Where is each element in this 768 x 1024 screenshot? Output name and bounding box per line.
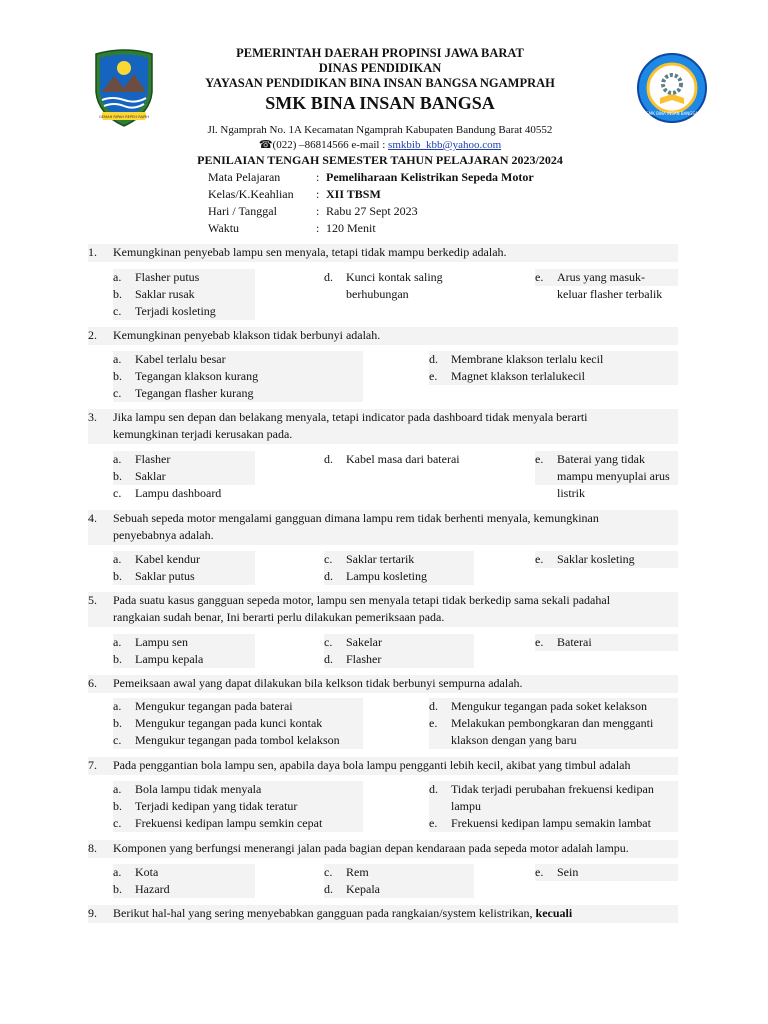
option-text: Sakelar (346, 635, 382, 649)
option-text: Baterai (557, 635, 592, 649)
option-6a[interactable] (113, 698, 363, 715)
option-letter: a. (113, 635, 122, 649)
option-6b[interactable] (113, 715, 363, 732)
option-text: mampu menyuplai arus (557, 469, 670, 483)
option-1b[interactable] (113, 286, 255, 303)
option-letter: e. (535, 552, 544, 566)
option-text: Frekuensi kedipan lampu semkin cepat (135, 816, 323, 830)
option-letter: d. (324, 452, 333, 466)
option-3e[interactable] (535, 451, 678, 468)
question-number: 9. (88, 906, 97, 920)
info-label: Kelas/K.Keahlian (208, 187, 294, 201)
option-4b[interactable] (113, 568, 255, 585)
school-contact (150, 138, 610, 151)
option-text: lampu (451, 799, 481, 813)
question-number: 7. (88, 758, 97, 772)
option-7b[interactable] (113, 798, 363, 815)
option-3a[interactable] (113, 451, 255, 468)
option-letter: d. (429, 782, 438, 796)
option-8c[interactable] (324, 864, 474, 881)
option-letter: a. (113, 782, 122, 796)
option-text: Terjadi kosleting (135, 304, 216, 318)
option-3e-cont (535, 468, 678, 485)
question-text (113, 905, 673, 922)
option-text: Saklar tertarik (346, 552, 415, 566)
option-text: Hazard (135, 882, 170, 896)
option-text: Lampu sen (135, 635, 188, 649)
question-text-line-2: rangkaian sudah benar, Ini berarti perlu dilakukan pemeriksaan pada. (113, 610, 445, 624)
option-letter: b. (113, 882, 122, 896)
option-3d[interactable] (324, 451, 474, 468)
option-3e-cont (535, 485, 678, 502)
info-label: Hari / Tanggal (208, 204, 277, 218)
info-colon: : (316, 221, 320, 235)
option-2b[interactable] (113, 368, 363, 385)
question-text: Pemeiksaan awal yang dapat dilakukan bila kelkson tidak berbunyi sempurna adalah. (113, 676, 523, 690)
option-6d[interactable] (429, 698, 678, 715)
option-letter: b. (113, 716, 122, 730)
option-text: Tegangan flasher kurang (135, 386, 254, 400)
option-8e[interactable] (535, 864, 678, 881)
option-text: Terjadi kedipan yang tidak teratur (135, 799, 298, 813)
info-label: Mata Pelajaran (208, 170, 281, 184)
option-text: klakson dengan yang baru (451, 733, 577, 747)
option-5d[interactable] (324, 651, 474, 668)
option-letter: e. (429, 369, 438, 383)
question-number: 8. (88, 841, 97, 855)
option-letter: b. (113, 369, 122, 383)
question-number: 2. (88, 328, 97, 342)
option-letter: a. (113, 352, 122, 366)
option-text: Flasher putus (135, 270, 200, 284)
option-8d[interactable] (324, 881, 474, 898)
option-1d[interactable] (324, 269, 474, 286)
option-3b[interactable] (113, 468, 255, 485)
option-3c[interactable] (113, 485, 255, 502)
option-2c[interactable] (113, 385, 363, 402)
option-text: Magnet klakson terlalukecil (451, 369, 585, 383)
info-value-duration: 120 Menit (326, 221, 376, 235)
option-letter: b. (113, 287, 122, 301)
option-letter: c. (113, 386, 122, 400)
option-1c[interactable] (113, 303, 255, 320)
option-text: Mengukur tegangan pada kunci kontak (135, 716, 323, 730)
info-value-class: XII TBSM (326, 187, 381, 201)
info-colon: : (316, 170, 320, 184)
option-1e-cont (535, 286, 678, 303)
option-text: Kabel kendur (135, 552, 200, 566)
option-text: Baterai yang tidak (557, 452, 645, 466)
option-letter: d. (324, 569, 333, 583)
option-1d-cont (324, 286, 474, 303)
question-number: 4. (88, 511, 97, 525)
question-text: Pada suatu kasus gangguan sepeda motor, lampu sen menyala tetapi tidak berkedip sama sekali padahal (113, 593, 611, 607)
header-line-1: PEMERINTAH DAERAH PROPINSI JAWA BARAT (236, 46, 524, 60)
question-8 (88, 840, 678, 858)
option-letter: e. (429, 716, 438, 730)
question-text-line-2: penyebabnya adalah. (113, 528, 214, 542)
question-7 (88, 757, 678, 775)
option-letter: e. (535, 635, 544, 649)
option-letter: c. (113, 816, 122, 830)
option-text: Kepala (346, 882, 380, 896)
option-letter: d. (429, 699, 438, 713)
info-colon: : (316, 187, 320, 201)
option-1a[interactable] (113, 269, 255, 286)
option-5c[interactable] (324, 634, 474, 651)
emblem-motto-text: GEMAH RIPAH REPEH RAPIH (98, 115, 150, 119)
option-text: Kota (135, 865, 159, 879)
question-6 (88, 675, 678, 693)
option-text: berhubungan (346, 287, 409, 301)
option-text: Arus yang masuk- (557, 270, 645, 284)
option-7c[interactable] (113, 815, 363, 832)
option-text: Rem (346, 865, 369, 879)
info-value-date: Rabu 27 Sept 2023 (326, 204, 418, 218)
west-java-emblem-logo (92, 48, 156, 128)
question-9 (88, 905, 678, 923)
question-5 (88, 592, 678, 627)
option-7d-cont (429, 798, 678, 815)
info-label: Waktu (208, 221, 240, 235)
option-letter: c. (113, 733, 122, 747)
question-text-line-2: kemungkinan terjadi kerusakan pada. (113, 427, 293, 441)
option-text: Membrane klakson terlalu kecil (451, 352, 604, 366)
header-line-3: YAYASAN PENDIDIKAN BINA INSAN BANGSA NGAMPRAH (205, 76, 555, 90)
option-text: Mengukur tegangan pada soket kelakson (451, 699, 647, 713)
option-text: Tegangan klakson kurang (135, 369, 259, 383)
question-text-main: Berikut hal-hal yang sering menyebabkan gangguan pada rangkaian/system kelistrikan, (113, 906, 536, 920)
option-text: listrik (557, 486, 586, 500)
exam-title: PENILAIAN TENGAH SEMESTER TAHUN PELAJARAN 2023/2024 (197, 153, 563, 167)
option-text: Lampu kepala (135, 652, 204, 666)
school-logo (636, 52, 708, 124)
option-text: Mengukur tegangan pada baterai (135, 699, 293, 713)
question-number: 5. (88, 593, 97, 607)
email-link[interactable]: smkbib_kbb@yahoo.com (388, 139, 502, 151)
header-line-2: DINAS PENDIDIKAN (318, 61, 442, 75)
question-emphasis: kecuali (535, 906, 573, 920)
option-7a[interactable] (113, 781, 363, 798)
option-letter: e. (535, 452, 544, 466)
option-4d[interactable] (324, 568, 474, 585)
option-8a[interactable] (113, 864, 255, 881)
option-text: Bola lampu tidak menyala (135, 782, 262, 796)
option-text: keluar flasher terbalik (557, 287, 663, 301)
option-text: Sein (557, 865, 579, 879)
question-text: Sebuah sepeda motor mengalami gangguan dimana lampu rem tidak berhenti menyala, kemungkinan (113, 511, 599, 525)
option-letter: a. (113, 452, 122, 466)
question-2 (88, 327, 678, 345)
option-letter: a. (113, 270, 122, 284)
option-1e[interactable] (535, 269, 678, 286)
option-2d[interactable] (429, 351, 678, 368)
option-2e[interactable] (429, 368, 678, 385)
option-letter: e. (535, 865, 544, 879)
option-4c[interactable] (324, 551, 474, 568)
option-letter: d. (324, 270, 333, 284)
option-6c[interactable] (113, 732, 363, 749)
option-letter: d. (324, 882, 333, 896)
question-4 (88, 510, 678, 545)
option-letter: d. (429, 352, 438, 366)
school-logo-text: SMK BINA INSAN BANGSA (646, 111, 698, 116)
info-colon: : (316, 204, 320, 218)
phone-and-email-label: ☎(022) –86814566 e-mail : (258, 139, 389, 151)
option-2a[interactable] (113, 351, 363, 368)
option-letter: d. (324, 652, 333, 666)
option-text: Lampu dashboard (135, 486, 222, 500)
option-letter: a. (113, 699, 122, 713)
question-1 (88, 244, 678, 262)
option-6e-cont (429, 732, 678, 749)
option-text: Saklar putus (135, 569, 195, 583)
option-letter: c. (113, 486, 122, 500)
option-letter: a. (113, 865, 122, 879)
option-text: Kabel terlalu besar (135, 352, 226, 366)
option-letter: b. (113, 652, 122, 666)
question-number: 1. (88, 245, 97, 259)
option-text: Lampu kosleting (346, 569, 427, 583)
option-4e[interactable] (535, 551, 678, 568)
option-letter: c. (113, 304, 122, 318)
question-number: 6. (88, 676, 97, 690)
option-text: Saklar rusak (135, 287, 195, 301)
school-name: SMK BINA INSAN BANGSA (265, 93, 495, 113)
option-7d[interactable] (429, 781, 678, 798)
option-7e[interactable] (429, 815, 678, 832)
question-number: 3. (88, 410, 97, 424)
option-8b[interactable] (113, 881, 255, 898)
question-text: Komponen yang berfungsi menerangi jalan pada bagian depan kendaraan pada sepeda motor adalah lampu. (113, 841, 629, 855)
question-text: Pada penggantian bola lampu sen, apabila daya bola lampu pengganti lebih kecil, akibat yang timbul adalah (113, 758, 631, 772)
option-letter: c. (324, 635, 333, 649)
option-text: Saklar (135, 469, 166, 483)
option-text: Mengukur tegangan pada tombol kelakson (135, 733, 340, 747)
option-text: Saklar kosleting (557, 552, 635, 566)
info-value-subject: Pemeliharaan Kelistrikan Sepeda Motor (326, 170, 534, 184)
question-3 (88, 409, 678, 444)
option-text: Kunci kontak saling (346, 270, 443, 284)
option-letter: c. (324, 865, 333, 879)
option-text: Melakukan pembongkaran dan mengganti (451, 716, 654, 730)
question-text: Kemungkinan penyebab klakson tidak berbunyi adalah. (113, 328, 381, 342)
question-text: Kemungkinan penyebab lampu sen menyala, tetapi tidak mampu berkedip adalah. (113, 245, 507, 259)
option-5e[interactable] (535, 634, 678, 651)
option-text: Frekuensi kedipan lampu semakin lambat (451, 816, 651, 830)
option-6e[interactable] (429, 715, 678, 732)
option-4a[interactable] (113, 551, 255, 568)
option-letter: b. (113, 469, 122, 483)
option-letter: b. (113, 799, 122, 813)
option-5a[interactable] (113, 634, 255, 651)
option-text: Flasher (346, 652, 382, 666)
option-letter: a. (113, 552, 122, 566)
question-text: Jika lampu sen depan dan belakang menyala, tetapi indicator pada dashboard tidak menyala berarti (113, 410, 588, 424)
option-5b[interactable] (113, 651, 255, 668)
school-address: Jl. Ngamprah No. 1A Kecamatan Ngamprah Kabupaten Bandung Barat 40552 (207, 124, 553, 136)
option-text: Flasher (135, 452, 171, 466)
option-text: Kabel masa dari baterai (346, 452, 460, 466)
option-text: Tidak terjadi perubahan frekuensi kedipan (451, 782, 654, 796)
option-letter: c. (324, 552, 333, 566)
option-letter: e. (429, 816, 438, 830)
option-letter: b. (113, 569, 122, 583)
option-letter: e. (535, 270, 544, 284)
